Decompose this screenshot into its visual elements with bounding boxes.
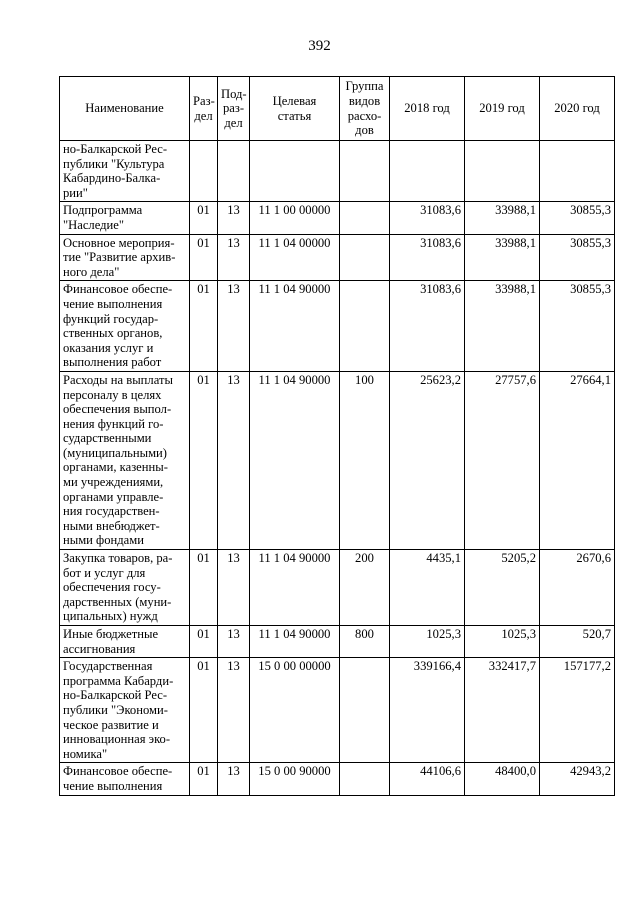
cell-name-line: номика" <box>63 746 108 761</box>
cell-name-line: ческое развитие и <box>63 717 159 732</box>
cell-razdel: 01 <box>190 202 218 234</box>
cell-name-line: обеспечения выпол- <box>63 402 172 417</box>
cell-2020: 42943,2 <box>540 763 615 795</box>
table-row <box>60 281 615 372</box>
cell-razdel <box>190 141 218 202</box>
cell-gruppa: 200 <box>340 550 390 626</box>
cell-2020: 30855,3 <box>540 281 615 372</box>
cell-statya: 15 0 00 90000 <box>250 763 340 795</box>
cell-name <box>60 202 190 234</box>
cell-razdel: 01 <box>190 658 218 763</box>
cell-statya: 11 1 04 90000 <box>250 626 340 658</box>
cell-name-line: Расходы на выплаты <box>63 372 173 387</box>
cell-2018: 44106,6 <box>390 763 465 795</box>
table-row <box>60 234 615 281</box>
cell-2020: 27664,1 <box>540 371 615 549</box>
cell-name-line: публики "Экономи- <box>63 702 168 717</box>
cell-name-line: ного дела" <box>63 264 120 279</box>
cell-gruppa <box>340 763 390 795</box>
cell-2019: 27757,6 <box>465 371 540 549</box>
cell-name-line: Основное мероприя- <box>63 235 175 250</box>
cell-2019: 1025,3 <box>465 626 540 658</box>
cell-name <box>60 141 190 202</box>
cell-name-line: выполнения работ <box>63 355 162 370</box>
cell-podrazdel: 13 <box>218 658 250 763</box>
table-row <box>60 658 615 763</box>
header-podrazdel: Под- раз- дел <box>218 77 250 141</box>
cell-name-line: сударственными <box>63 431 152 446</box>
table-header <box>60 77 615 141</box>
table-row <box>60 202 615 234</box>
cell-name <box>60 234 190 281</box>
cell-podrazdel: 13 <box>218 763 250 795</box>
cell-gruppa <box>340 234 390 281</box>
cell-statya: 15 0 00 00000 <box>250 658 340 763</box>
cell-podrazdel: 13 <box>218 202 250 234</box>
cell-name-line: публики "Культура <box>63 156 165 171</box>
cell-name-line: Подпрограмма <box>63 203 143 218</box>
cell-2019: 332417,7 <box>465 658 540 763</box>
cell-statya <box>250 141 340 202</box>
cell-razdel: 01 <box>190 626 218 658</box>
page-number: 392 <box>308 38 331 54</box>
cell-2020: 520,7 <box>540 626 615 658</box>
cell-name-line: "Наследие" <box>63 217 125 232</box>
cell-name-line: Кабардино-Балка- <box>63 171 161 186</box>
cell-razdel: 01 <box>190 371 218 549</box>
cell-gruppa: 100 <box>340 371 390 549</box>
cell-2018: 31083,6 <box>390 281 465 372</box>
cell-name-line: ными фондами <box>63 533 144 548</box>
cell-name-line: ными внебюджет- <box>63 518 160 533</box>
cell-2018: 31083,6 <box>390 234 465 281</box>
cell-name-line: Финансовое обеспе- <box>63 764 173 779</box>
cell-name-line: дарственных (муни- <box>63 594 172 609</box>
cell-podrazdel: 13 <box>218 626 250 658</box>
cell-name-line: нения функций го- <box>63 416 164 431</box>
cell-2020: 157177,2 <box>540 658 615 763</box>
cell-statya: 11 1 04 90000 <box>250 550 340 626</box>
cell-2019: 5205,2 <box>465 550 540 626</box>
cell-gruppa <box>340 281 390 372</box>
cell-2019: 33988,1 <box>465 234 540 281</box>
cell-name-line: органами управле- <box>63 489 164 504</box>
cell-podrazdel: 13 <box>218 281 250 372</box>
cell-statya: 11 1 00 00000 <box>250 202 340 234</box>
header-2020: 2020 год <box>540 77 615 141</box>
cell-name <box>60 371 190 549</box>
cell-razdel: 01 <box>190 763 218 795</box>
cell-2020: 2670,6 <box>540 550 615 626</box>
cell-name-line: функций государ- <box>63 311 159 326</box>
cell-name-line: программа Кабарди- <box>63 673 174 688</box>
table-row <box>60 763 615 795</box>
cell-name-line: ственных органов, <box>63 326 163 341</box>
header-2019: 2019 год <box>465 77 540 141</box>
cell-statya: 11 1 04 90000 <box>250 281 340 372</box>
cell-name-line: ния государствен- <box>63 504 160 519</box>
cell-name <box>60 281 190 372</box>
cell-gruppa <box>340 658 390 763</box>
cell-podrazdel: 13 <box>218 234 250 281</box>
table-row <box>60 371 615 549</box>
cell-razdel: 01 <box>190 281 218 372</box>
cell-name-line: ципальных) нужд <box>63 609 158 624</box>
header-2018: 2018 год <box>390 77 465 141</box>
cell-gruppa: 800 <box>340 626 390 658</box>
cell-name-line: Финансовое обеспе- <box>63 282 173 297</box>
cell-name-line: ассигнования <box>63 641 136 656</box>
cell-name-line: чение выполнения <box>63 296 163 311</box>
table-row <box>60 626 615 658</box>
cell-name-line: (муниципальными) <box>63 445 167 460</box>
cell-name-line: Иные бюджетные <box>63 627 159 641</box>
cell-name-line: ми учреждениями, <box>63 475 164 490</box>
cell-name-line: Закупка товаров, ра- <box>63 551 173 566</box>
cell-podrazdel: 13 <box>218 371 250 549</box>
cell-2020 <box>540 141 615 202</box>
header-gruppa: Группа видов расхо- дов <box>340 77 390 141</box>
cell-name-line: персоналу в целях <box>63 387 162 402</box>
cell-2019: 33988,1 <box>465 202 540 234</box>
cell-razdel: 01 <box>190 234 218 281</box>
table-body <box>60 141 615 796</box>
cell-name-line: обеспечения госу- <box>63 580 161 595</box>
cell-2019 <box>465 141 540 202</box>
cell-name-line: Государственная <box>63 659 153 674</box>
cell-name-line: но-Балкарской Рес- <box>63 142 168 156</box>
budget-table <box>59 76 615 796</box>
cell-2019: 33988,1 <box>465 281 540 372</box>
cell-name <box>60 626 190 658</box>
cell-name <box>60 763 190 795</box>
cell-name-line: но-Балкарской Рес- <box>63 688 168 703</box>
table-row <box>60 550 615 626</box>
cell-name-line: тие "Развитие архив- <box>63 250 176 265</box>
cell-gruppa <box>340 202 390 234</box>
cell-statya: 11 1 04 90000 <box>250 371 340 549</box>
cell-2018: 4435,1 <box>390 550 465 626</box>
cell-2018 <box>390 141 465 202</box>
cell-2018: 31083,6 <box>390 202 465 234</box>
cell-2018: 339166,4 <box>390 658 465 763</box>
cell-name <box>60 658 190 763</box>
header-name: Наименование <box>60 77 190 141</box>
cell-name-line: оказания услуг и <box>63 340 154 355</box>
cell-2019: 48400,0 <box>465 763 540 795</box>
cell-name <box>60 550 190 626</box>
cell-razdel: 01 <box>190 550 218 626</box>
cell-2018: 25623,2 <box>390 371 465 549</box>
cell-podrazdel: 13 <box>218 550 250 626</box>
cell-2020: 30855,3 <box>540 202 615 234</box>
cell-name-line: рии" <box>63 185 88 200</box>
header-razdel: Раз- дел <box>190 77 218 141</box>
table-row <box>60 141 615 202</box>
cell-name-line: органами, казенны- <box>63 460 168 475</box>
cell-name-line: бот и услуг для <box>63 565 146 580</box>
cell-2020: 30855,3 <box>540 234 615 281</box>
cell-name-line: чение выполнения <box>63 778 163 793</box>
cell-statya: 11 1 04 00000 <box>250 234 340 281</box>
cell-gruppa <box>340 141 390 202</box>
header-statya: Целевая статья <box>250 77 340 141</box>
cell-name-line: инновационная эко- <box>63 732 171 747</box>
cell-podrazdel <box>218 141 250 202</box>
cell-2018: 1025,3 <box>390 626 465 658</box>
